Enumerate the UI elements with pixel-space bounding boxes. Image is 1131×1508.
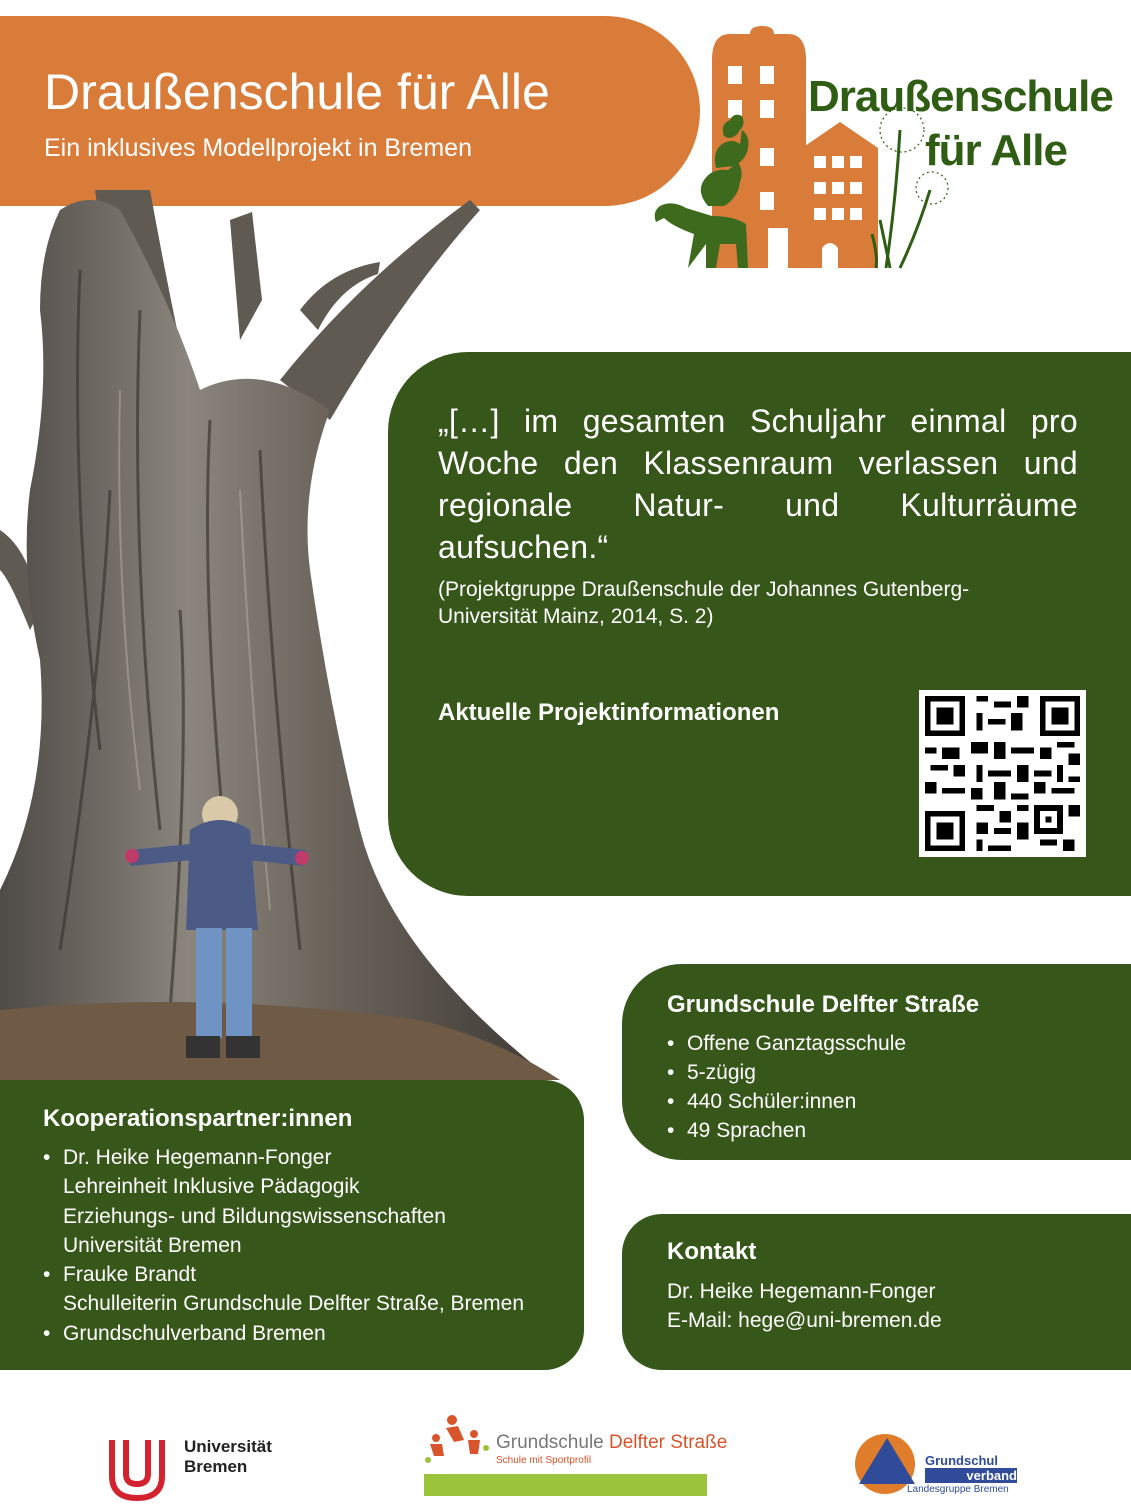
school-sport-figures-icon [424, 1412, 494, 1472]
gsv-line2: verband [925, 1468, 1017, 1483]
gsv-line1: Grundschul [925, 1453, 998, 1468]
partners-title: Kooperationspartner:innen [43, 1105, 353, 1132]
university-bremen-name: Universität Bremen [184, 1437, 272, 1476]
contact-title: Kontakt [667, 1238, 757, 1265]
page-subtitle: Ein inklusives Modellprojekt in Bremen [44, 134, 472, 162]
quote-text: „[…] im gesamten Schuljahr einmal pro Woche den Klassenraum verlassen und regionale Natur- und Kulturräume aufsuchen.“ [438, 403, 1078, 565]
page-title: Draußenschule für Alle [44, 64, 550, 120]
contact-name: Dr. Heike Hegemann-Fonger [667, 1280, 936, 1303]
project-info-label: Aktuelle Projektinformationen [438, 699, 780, 726]
quote-source: (Projektgruppe Draußenschule der Johannes Gutenberg-Universität Mainz, 2014, S. 2) [438, 578, 970, 628]
list-item: • Offene Ganztagsschule [667, 1032, 907, 1055]
school-facts-list [667, 1029, 906, 1145]
logo-text-line2: für Alle [925, 126, 1067, 175]
gsv-line3: Landesgruppe Bremen [907, 1484, 1009, 1495]
contact-email[interactable]: E-Mail: hege@uni-bremen.de [667, 1309, 942, 1332]
logo-text-line1: Draußenschule [808, 72, 1113, 121]
list-item: • 440 Schüler:innen [667, 1090, 857, 1113]
school-logo-tagline: Schule mit Sportprofil [496, 1455, 592, 1466]
school-title: Grundschule Delfter Straße [667, 991, 980, 1018]
list-item: • 49 Sprachen [667, 1119, 807, 1142]
school-logo-grass-bar [424, 1474, 707, 1496]
partner-entry: • Dr. Heike Hegemann-Fonger Lehreinheit Inklusive Pädagogik Erziehungs- und Bildungswissenschaften Universität Bremen • Frauke Brandt Schulleiterin Grundschule Delfter Straße, Bremen • Grundschulverband Bremen [43, 1146, 525, 1345]
list-item: • 5-zügig [667, 1061, 756, 1084]
university-bremen-logo-icon [106, 1438, 168, 1504]
qr-code[interactable] [919, 690, 1086, 857]
school-logo-name: Grundschule Delfter Straße [496, 1432, 728, 1453]
